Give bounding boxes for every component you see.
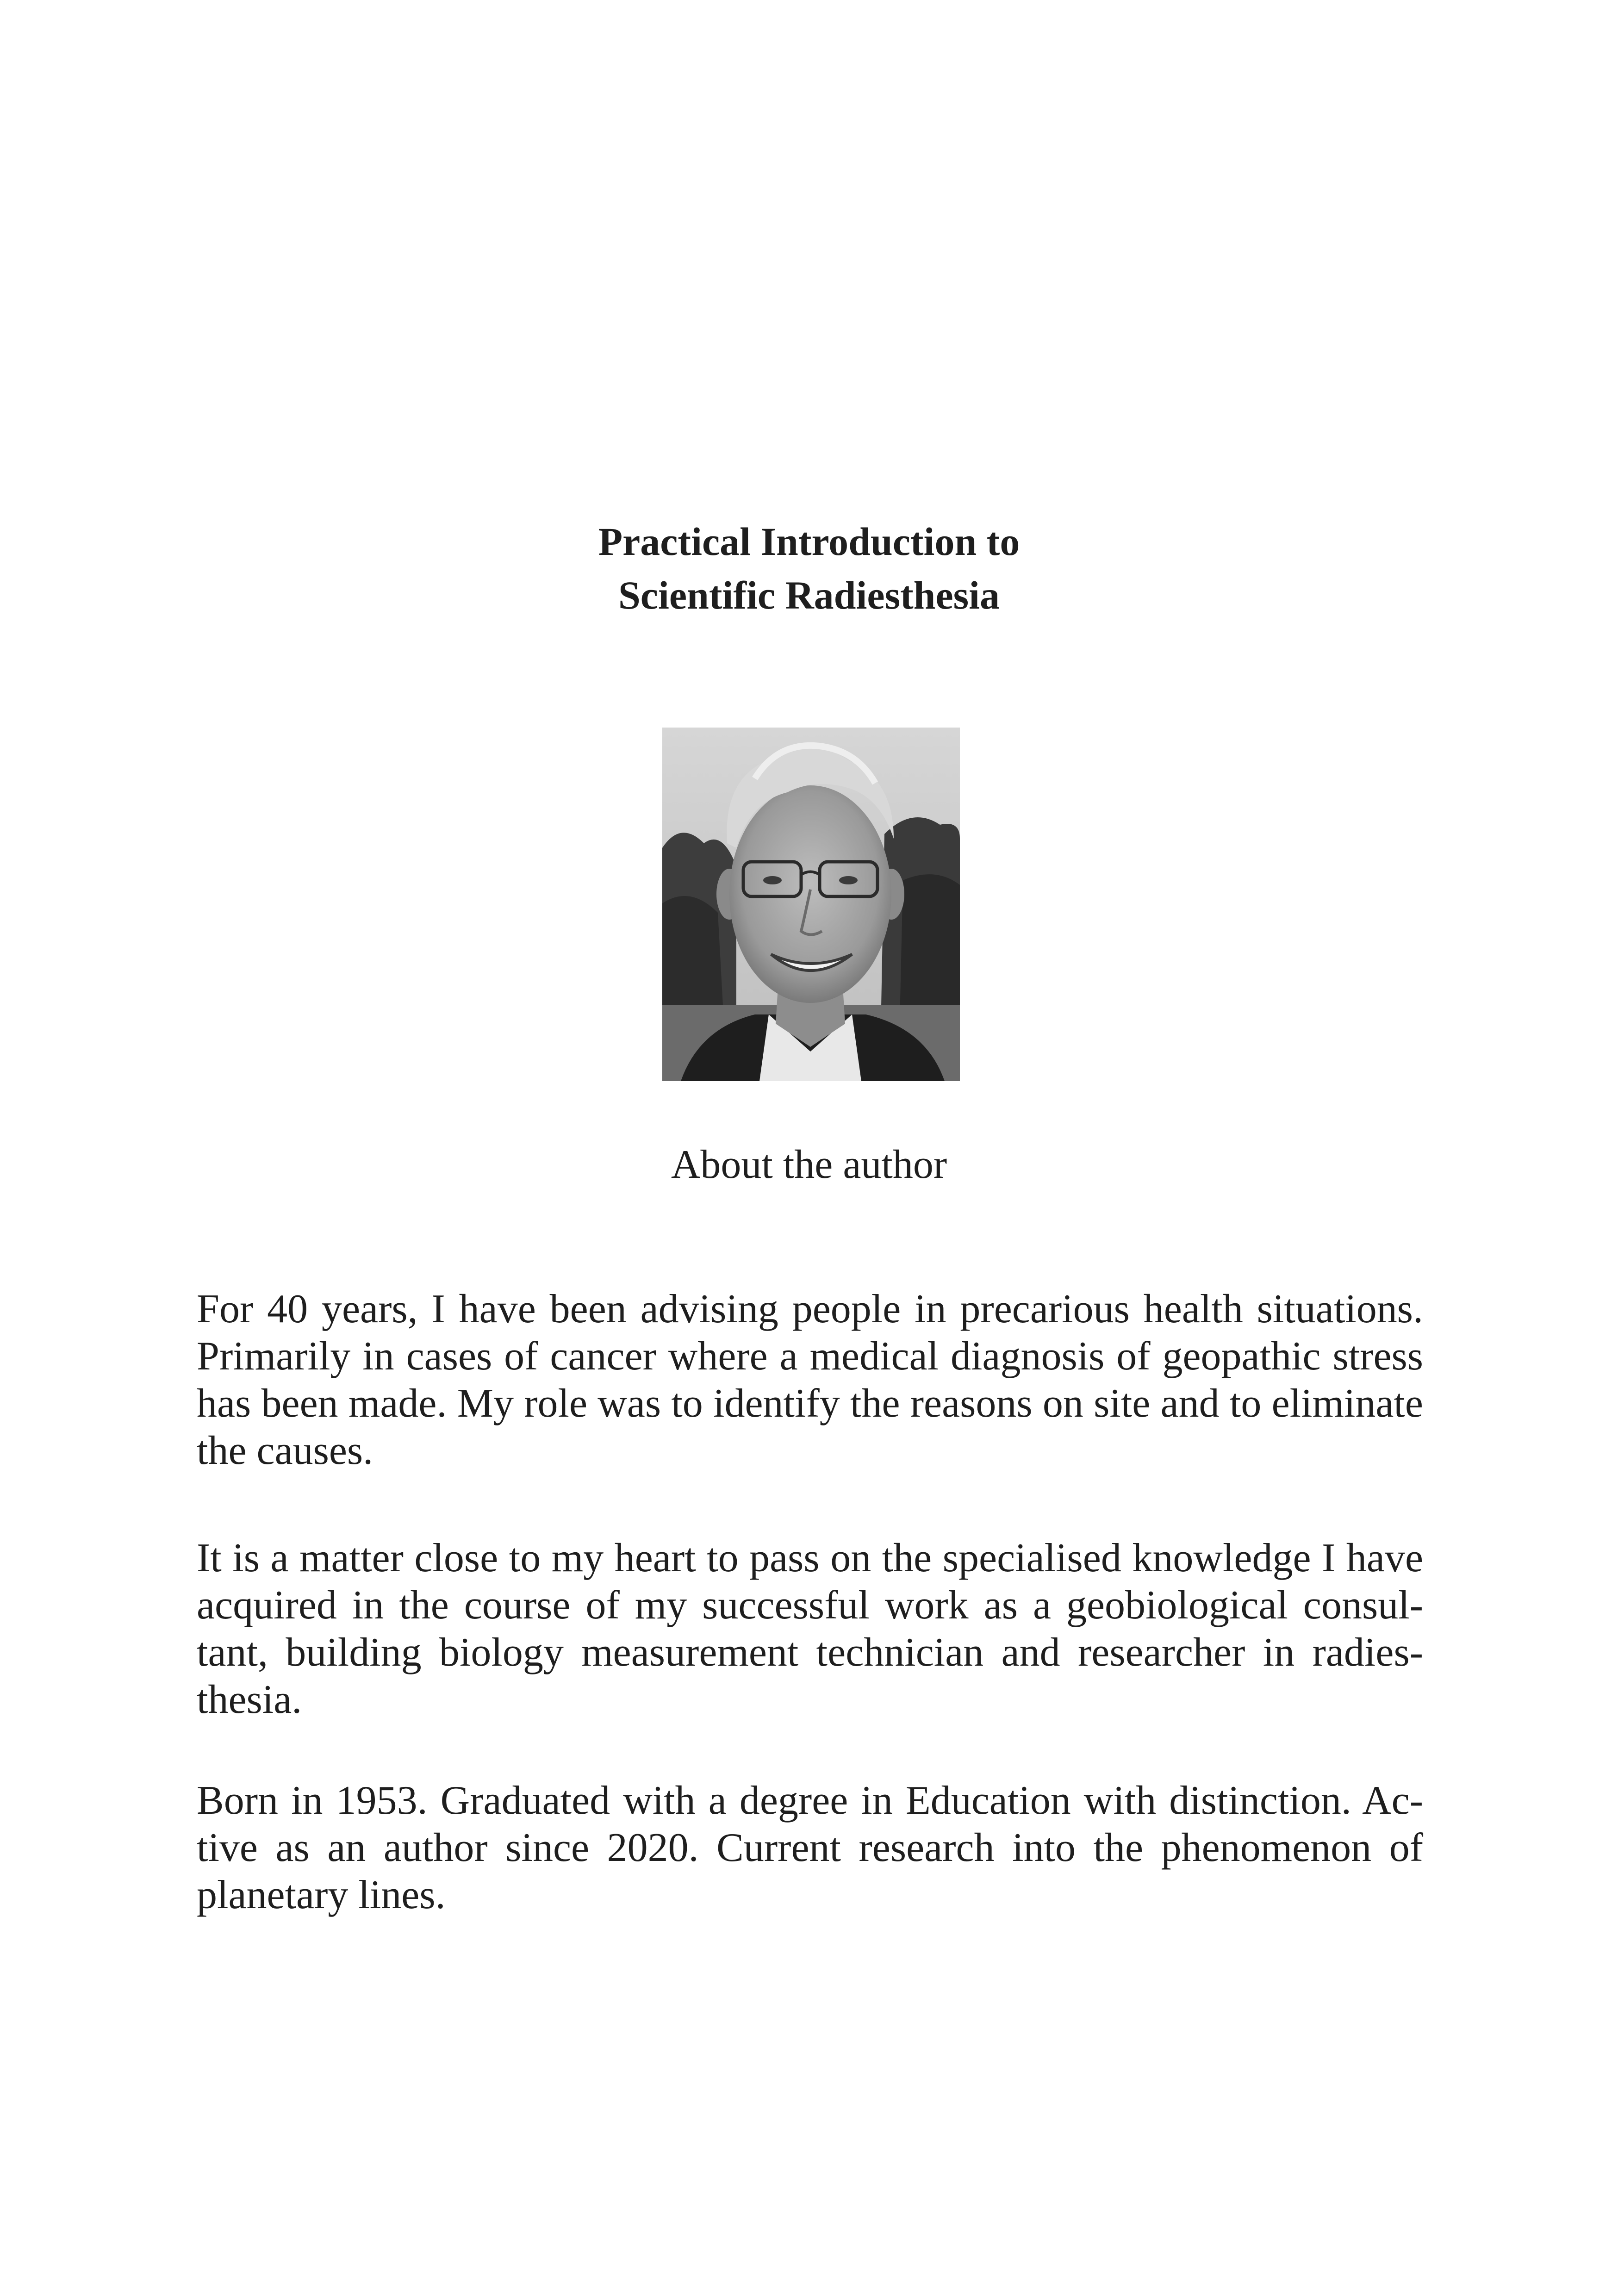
about-author-heading: About the author — [671, 1142, 947, 1187]
bio-paragraph-3: Born in 1953. Graduated with a degree in Education with distinction. Active as an author since 2020. Current research into the phenomenon of planetary lines. — [197, 1778, 1423, 1917]
bio-paragraph-1: For 40 years, I have been advising people in precarious health situations. Primarily in cases of cancer where a medical diagnosis of geopathic stress has been made. My role was to identify the reasons on site and to eliminate the causes. — [197, 1287, 1423, 1473]
book-title-line-2: Scientific Radiesthesia — [618, 573, 1000, 617]
author-portrait-icon — [662, 728, 960, 1081]
bio-paragraph-2: It is a matter close to my heart to pass on the specialised knowledge I have acquired in the course of my successful work as a geobiological consultant, building biology measurement technician and researcher in radiesthesia. — [197, 1536, 1423, 1722]
author-photo — [662, 728, 960, 1081]
book-title-line-1: Practical Introduction to — [598, 519, 1020, 564]
book-title — [0, 515, 1618, 622]
